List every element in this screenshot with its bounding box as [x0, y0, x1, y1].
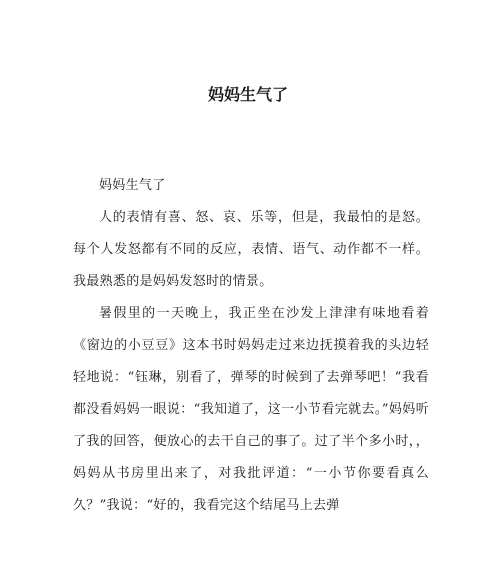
paragraph-story: 暑假里的一天晚上，我正坐在沙发上津津有味地看着《窗边的小豆豆》这本书时妈妈走过来边抚摸着我的头边轻轻地说：“钰琳，别看了，弹琴的时候到了去弹琴吧！”我看都没看妈妈一眼说：“我知道了，这一小节看完就去。”妈妈听了我的回答，便放心的去干自己的事了。过了半个多小时，，妈妈从书房里出来了，对我批评道：“一小节你要看真么久？”我说：“好的，我看完这个结尾马上去弹: [73, 306, 429, 513]
subtitle-paragraph: 妈妈生气了: [99, 178, 166, 193]
document-title: 妈妈生气了: [207, 85, 288, 104]
paragraph-intro: 人的表情有喜、怒、哀、乐等，但是，我最怕的是怒。每个人发怒都有不同的反应，表情、语气、动作都不一样。我最熟悉的是妈妈发怒时的情景。: [73, 210, 429, 289]
document-body: [73, 170, 429, 522]
